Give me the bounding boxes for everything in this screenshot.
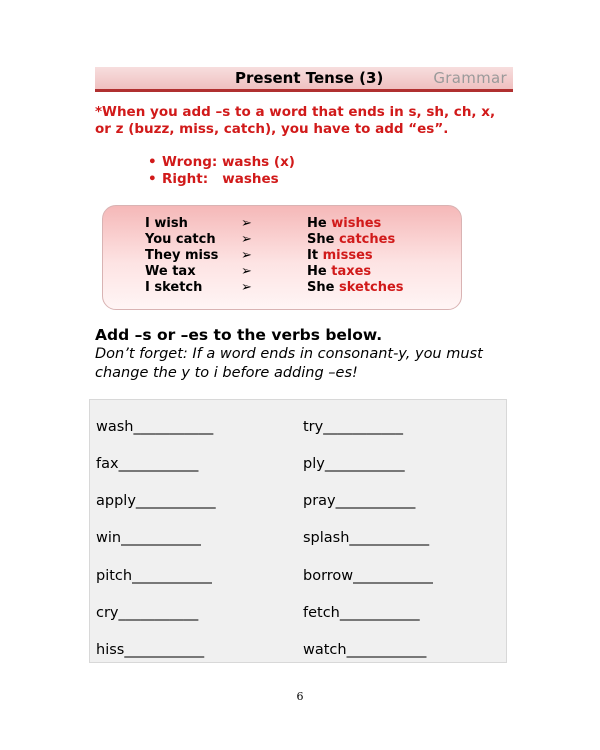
exercise-item[interactable]: fax___________ <box>96 456 199 472</box>
arrow-icon: ➢ <box>241 280 252 295</box>
exercise-item[interactable]: try___________ <box>303 419 403 435</box>
conjugated-form <box>307 232 395 248</box>
conjugated-form <box>307 264 371 280</box>
pronoun: It <box>307 248 319 263</box>
exercise-item[interactable]: wash___________ <box>96 419 214 435</box>
exercise-item[interactable]: pitch___________ <box>96 568 212 584</box>
arrow-icon: ➢ <box>241 248 252 263</box>
arrow-icon: ➢ <box>241 232 252 247</box>
verb-es: misses <box>322 248 373 263</box>
pronoun: He <box>307 264 327 279</box>
exercise-item[interactable]: ply___________ <box>303 456 405 472</box>
page-title: Present Tense (3) <box>235 69 384 87</box>
conjugation-panel <box>102 205 462 310</box>
verb-es: wishes <box>331 216 382 231</box>
spelling-rule: *When you add –s to a word that ends in s, sh, ch, x, or z (buzz, miss, catch), you have to add “es”. <box>95 104 496 137</box>
exercise-box <box>89 399 507 663</box>
verb-es: catches <box>338 232 396 247</box>
conjugated-form <box>307 280 404 296</box>
example-wrong <box>148 154 295 171</box>
arrow-icon: ➢ <box>241 264 252 279</box>
subject-verb: We tax <box>145 264 196 279</box>
subject-verb: They miss <box>145 248 219 263</box>
subject-verb: I sketch <box>145 280 203 295</box>
exercise-item[interactable]: pray___________ <box>303 493 416 509</box>
pronoun: She <box>307 280 335 295</box>
exercise-item[interactable]: hiss___________ <box>96 642 205 658</box>
conjugated-form <box>307 216 381 232</box>
exercise-item[interactable]: win___________ <box>96 530 201 546</box>
conjugated-form <box>307 248 373 264</box>
exercise-item[interactable]: cry___________ <box>96 605 199 621</box>
pronoun: He <box>307 216 327 231</box>
instructions-title: Add –s or –es to the verbs below. <box>95 326 383 344</box>
example-text: Right: washes <box>162 171 279 187</box>
verb-es: sketches <box>338 280 404 295</box>
example-list <box>148 154 295 188</box>
arrow-icon: ➢ <box>241 216 252 231</box>
section-label: Grammar <box>433 69 507 87</box>
exercise-item[interactable]: fetch___________ <box>303 605 420 621</box>
pronoun: She <box>307 232 335 247</box>
bullet-icon: • <box>148 171 157 187</box>
verb-es: taxes <box>331 264 372 279</box>
page-number: 6 <box>296 690 304 703</box>
subject-verb: You catch <box>145 232 216 247</box>
example-right <box>148 171 295 188</box>
bullet-icon: • <box>148 154 157 170</box>
subject-verb: I wish <box>145 216 188 231</box>
instructions-note: Don’t forget: If a word ends in consonant-y, you must change the y to i before adding –es! <box>95 346 483 381</box>
exercise-item[interactable]: watch___________ <box>303 642 427 658</box>
example-text: Wrong: washs (x) <box>162 154 295 170</box>
exercise-item[interactable]: borrow___________ <box>303 568 433 584</box>
exercise-item[interactable]: splash___________ <box>303 530 430 546</box>
exercise-item[interactable]: apply___________ <box>96 493 216 509</box>
page-header <box>95 67 513 92</box>
